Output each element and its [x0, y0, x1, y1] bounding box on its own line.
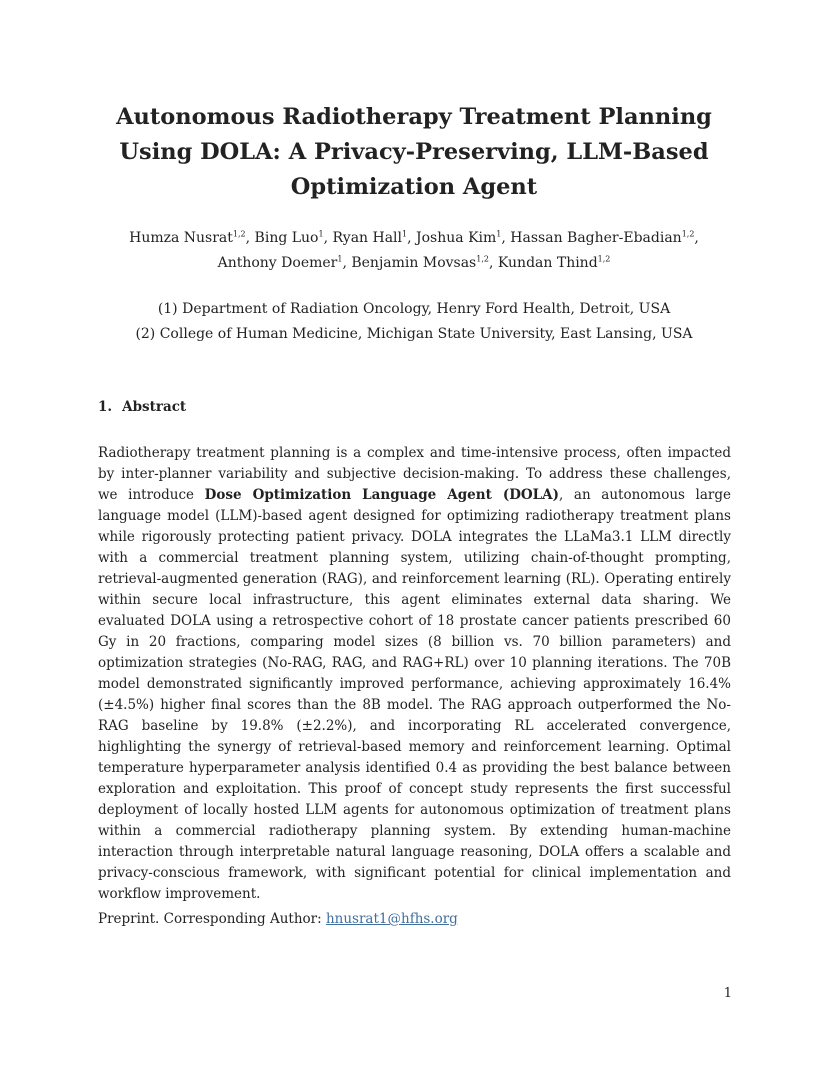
author-name: Ryan Hall — [332, 230, 403, 246]
corresponding-author-email-link[interactable]: hnusrat1@hfhs.org — [325, 911, 458, 927]
author-affiliation-mark: 1 — [337, 254, 343, 264]
author-affiliation-mark: 1 — [496, 229, 502, 239]
preprint-note — [98, 909, 458, 929]
author-name: Benjamin Movsas — [351, 255, 477, 271]
author-list — [40, 226, 788, 276]
author-affiliation-mark: 1,2 — [476, 254, 489, 264]
preprint-label: Preprint. Corresponding Author: — [98, 911, 326, 927]
section-number: 1. — [98, 399, 113, 415]
author-name: Joshua Kim — [416, 230, 497, 246]
section-title: Abstract — [122, 399, 187, 415]
author-name: Hassan Bagher-Ebadian — [510, 230, 682, 246]
author-line: Anthony Doemer$^1$, Benjamin Movsas$^{1,2}$, Kundan Thind$^{1,2}$ — [217, 254, 611, 271]
paper-title — [80, 100, 748, 205]
abstract-paragraph — [98, 443, 731, 905]
author-affiliation-mark: 1 — [318, 229, 324, 239]
author-affiliation-mark: 1,2 — [681, 229, 695, 239]
section-heading-abstract — [98, 397, 186, 417]
author-name: Anthony Doemer — [217, 255, 338, 271]
affiliation: (2) College of Human Medicine, Michigan State University, East Lansing, USA — [135, 326, 693, 342]
author-affiliation-mark: 1,2 — [597, 254, 611, 264]
author-name: Bing Luo — [254, 230, 319, 246]
author-name: Kundan Thind — [497, 255, 598, 271]
abstract-bold-term: Dose Optimization Language Agent (DOLA) — [204, 487, 560, 503]
abstract-text: Radiotherapy treatment planning is a complex and time-intensive process, often impacted by inter-planner variability and subjective decision-making. To address these challenges, we introduce — [98, 445, 731, 503]
author-affiliation-mark: 1,2 — [232, 229, 246, 239]
title-line: Optimization Agent — [290, 174, 538, 200]
abstract-text: , an autonomous large language model (LLM)-based agent designed for optimizing radiotherapy treatment plans while rigorously protecting patient privacy. DOLA integrates the LLaMa3.1 LLM directly with a commercial treatment planning system, utilizing chain-of-thought prompting, retrieval-augmented generation (RAG), and reinforcement learning (RL). Operating entirely within secure local infrastructure, this agent eliminates external data sharing. We evaluated DOLA using a retrospective cohort of 18 prostate cancer patients prescribed 60 Gy in 20 fractions, comparing model sizes (8 billion vs. 70 billion parameters) and optimization strategies (No-RAG, RAG, and RAG+RL) over 10 planning iterations. The 70B model demonstrated significantly improved performance, achieving approximately 16.4% (±4.5%) higher final scores than the 8B model. The RAG approach outperformed the No-RAG baseline by 19.8% (±2.2%), and incorporating RL accelerated convergence, highlighting the synergy of retrieval-based memory and reinforcement learning. Optimal temperature hyperparameter analysis identified 0.4 as providing the best balance between exploration and exploitation. This proof of concept study represents the first successful deployment of locally hosted LLM agents for autonomous optimization of treatment plans within a commercial radiotherapy planning system. By extending human-machine interaction through interpretable natural language reasoning, DOLA offers a scalable and privacy-conscious framework, with significant potential for clinical implementation and workflow improvement. — [98, 487, 731, 902]
affiliation: (1) Department of Radiation Oncology, Henry Ford Health, Detroit, USA — [157, 301, 671, 317]
author-name: Humza Nusrat — [129, 230, 233, 246]
affiliation-list — [40, 297, 788, 347]
title-line: Autonomous Radiotherapy Treatment Planning — [116, 104, 712, 130]
page-number: 1 — [723, 986, 732, 1001]
title-line: Using DOLA: A Privacy-Preserving, LLM-Based — [119, 139, 709, 165]
author-affiliation-mark: 1 — [402, 229, 408, 239]
author-line: Humza Nusrat$^{1,2}$, Bing Luo$^1$, Ryan Hall$^1$, Joshua Kim$^1$, Hassan Bagher-Ebadian$^{1,2}$, — [129, 229, 699, 246]
